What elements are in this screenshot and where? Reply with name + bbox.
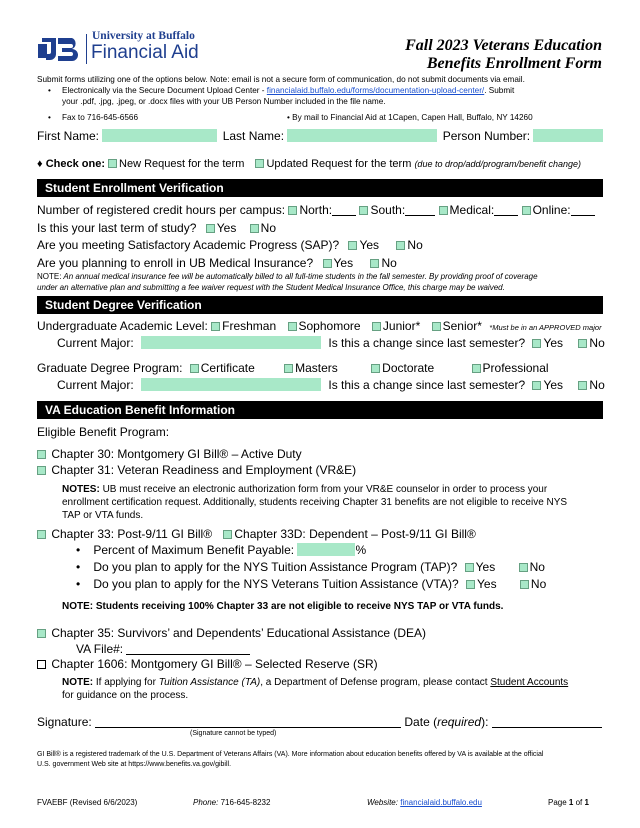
pct-benefit-field[interactable] [297, 543, 355, 556]
trademark-line1: GI Bill® is a registered trademark of the U.S. Department of Veterans Affairs (VA). More information about education benefits offered by VA is available at the official [37, 751, 544, 758]
ta-note-program: Tuition Assistance (TA) [158, 677, 261, 688]
bullet-icon: • [76, 543, 81, 557]
sap-yes-label: Yes [359, 238, 380, 252]
bullet-icon: • [287, 113, 293, 122]
ch33-checkbox[interactable] [37, 530, 46, 539]
date-label: Date ( [404, 715, 438, 729]
signature-label: Signature: [37, 715, 92, 729]
undergrad-level-row [37, 319, 602, 333]
doctorate-label: Doctorate [382, 361, 435, 375]
check-one-row [37, 158, 581, 171]
grad-change-yes-checkbox[interactable] [532, 381, 541, 390]
grad-change-no-label: No [589, 378, 605, 392]
doctorate-checkbox[interactable] [371, 364, 380, 373]
masters-checkbox[interactable] [284, 364, 293, 373]
ch1606-label: Chapter 1606: Montgomery GI Bill® – Selected Reserve (SR) [51, 657, 378, 671]
masters-label: Masters [295, 361, 338, 375]
insurance-row [37, 256, 397, 270]
upload-link[interactable]: financialaid.buffalo.edu/forms/documentation-upload-center/ [266, 86, 485, 95]
eligible-program-label: Eligible Benefit Program: [37, 425, 170, 439]
trademark-notice [37, 750, 607, 770]
ch31-notes [62, 483, 602, 522]
person-number-field[interactable] [533, 129, 603, 142]
form-title-line2: Benefits Enrollment Form [426, 55, 602, 72]
insurance-yes-label: Yes [333, 256, 354, 270]
bullet-icon: • [76, 560, 81, 574]
grad-program-row [37, 361, 549, 375]
ug-change-label: Is this a change since last semester? [328, 336, 526, 350]
insurance-note-line2: under an alternative plan and submitting a fee waiver request with the Student Medical Insurance Office, this charge may be waived. [37, 283, 505, 292]
sap-label: Are you meeting Satisfactory Academic Progress (SAP)? [37, 238, 340, 252]
student-accounts-link[interactable]: Student Accounts [490, 677, 569, 688]
tap-label: Do you plan to apply for the NYS Tuition Assistance Program (TAP)? [93, 560, 458, 574]
upload-option [48, 85, 608, 96]
footer-phone [193, 798, 270, 807]
upload-text-end: . Submit [484, 86, 515, 95]
insurance-no-label: No [381, 256, 397, 270]
ch35-row [37, 626, 426, 640]
ug-major-row [57, 336, 605, 350]
ch31-label: Chapter 31: Veteran Readiness and Employment (VR&E) [51, 463, 357, 477]
check-one-label: Check one: [45, 158, 105, 170]
grad-program-label: Graduate Degree Program: [37, 361, 183, 375]
signature-field[interactable] [95, 716, 401, 728]
professional-label: Professional [482, 361, 549, 375]
upload-instructions: your .pdf, .jpg, .jpeg, or .docx files with your UB Person Number included in the file name. [62, 97, 386, 106]
online-label: Online: [532, 203, 571, 217]
insurance-note-label: NOTE: [37, 272, 62, 281]
va-file-field[interactable] [126, 643, 250, 655]
ta-note [62, 676, 602, 702]
last-term-no-label: No [260, 221, 277, 235]
last-name-label: Last Name: [222, 129, 285, 143]
upload-text: Electronically via the Secure Document Upload Center - [62, 86, 267, 95]
vta-row [76, 577, 546, 591]
tap-yes-label: Yes [475, 560, 496, 574]
ch31-notes-line3: TAP or VTA funds. [62, 510, 144, 521]
ug-current-major-label: Current Major: [57, 336, 134, 350]
page-label: Page [548, 798, 569, 807]
ug-change-yes-checkbox[interactable] [532, 339, 541, 348]
junior-checkbox[interactable] [372, 322, 381, 331]
page-total: 1 [584, 798, 589, 807]
date-field[interactable] [492, 716, 602, 728]
form-title [405, 37, 602, 73]
south-checkbox[interactable] [359, 206, 368, 215]
section-degree-header: Student Degree Verification [37, 296, 603, 314]
ug-change-no-label: No [589, 336, 605, 350]
website-link[interactable]: financialaid.buffalo.edu [400, 798, 482, 807]
signature-note: (Signature cannot be typed) [190, 730, 277, 737]
last-name-field[interactable] [287, 129, 437, 142]
grad-change-yes-label: Yes [543, 378, 564, 392]
ch33-100-note: NOTE: Students receiving 100% Chapter 33 are not eligible to receive NYS TAP or VTA funds. [62, 601, 504, 612]
medical-hours-field[interactable] [494, 204, 518, 216]
last-term-yes-checkbox[interactable] [206, 224, 215, 233]
credit-hours-label: Number of registered credit hours per campus: [37, 203, 286, 217]
mail-text: By mail to Financial Aid at 1Capen, Capen Hall, Buffalo, NY 14260 [292, 113, 533, 122]
phone-label: Phone: [193, 798, 219, 807]
ta-note-label: NOTE: [62, 677, 94, 688]
ch35-checkbox[interactable] [37, 629, 46, 638]
ch33-row [37, 527, 476, 541]
sap-no-label: No [407, 238, 423, 252]
medical-label: Medical: [449, 203, 495, 217]
ch31-notes-line1: UB must receive an electronic authorization form from your VR&E counselor in order to process your [102, 484, 548, 495]
date-required: required [437, 715, 482, 729]
senior-checkbox[interactable] [432, 322, 441, 331]
last-term-yes-label: Yes [216, 221, 237, 235]
ug-change-yes-label: Yes [543, 336, 564, 350]
vta-yes-label: Yes [477, 577, 497, 591]
fax-option [48, 112, 138, 123]
tap-row [76, 560, 545, 574]
form-id: FVAEBF (Revised 6/6/2023) [37, 798, 138, 807]
trademark-line2: U.S. government Web site at https://www.benefits.va.gov/gibill. [37, 761, 232, 768]
ta-note-text: If applying for [95, 677, 159, 688]
website-label: Website: [367, 798, 398, 807]
va-file-row [76, 642, 250, 656]
grad-current-major-label: Current Major: [57, 378, 134, 392]
vta-label: Do you plan to apply for the NYS Veterans Tuition Assistance (VTA)? [93, 577, 459, 591]
bullet-icon: • [76, 577, 81, 591]
page-of: of [573, 798, 585, 807]
logo-divider [86, 34, 87, 64]
south-label: South: [370, 203, 406, 217]
fax-text: Fax to 716-645-6566 [62, 113, 139, 122]
ch31-notes-line2: enrollment certification request. Additionally, students receiving Chapter 31 benefits are not eligible to receive NYS [62, 497, 568, 508]
ch1606-row [37, 657, 378, 671]
junior-label: Junior* [382, 319, 421, 333]
professional-checkbox[interactable] [472, 364, 481, 373]
ch33d-checkbox[interactable] [223, 530, 232, 539]
ch30-label: Chapter 30: Montgomery GI Bill® – Active Duty [51, 447, 302, 461]
freshman-checkbox[interactable] [211, 322, 220, 331]
ta-note-text2: , a Department of Defense program, please contact [260, 677, 491, 688]
insurance-no-checkbox[interactable] [370, 259, 379, 268]
approved-major-note: *Must be in an APPROVED major [489, 323, 602, 332]
vta-yes-checkbox[interactable] [466, 580, 475, 589]
mail-option [287, 112, 533, 123]
last-term-label: Is this your last term of study? [37, 221, 197, 235]
updated-request-checkbox[interactable] [255, 159, 264, 168]
ch1606-checkbox[interactable] [37, 660, 46, 669]
ug-current-major-field[interactable] [141, 336, 321, 349]
tap-no-checkbox[interactable] [519, 563, 528, 572]
insurance-yes-checkbox[interactable] [323, 259, 332, 268]
ta-note-text3: for guidance on the process. [62, 690, 189, 701]
medical-checkbox[interactable] [439, 206, 448, 215]
credit-hours-row [37, 203, 595, 217]
section-enrollment-header: Student Enrollment Verification [37, 179, 603, 197]
name-row [37, 129, 603, 143]
updated-request-label: Updated Request for the term [266, 158, 412, 170]
pct-benefit-label: Percent of Maximum Benefit Payable: [93, 543, 295, 557]
online-hours-field[interactable] [571, 204, 595, 216]
va-file-label: VA File#: [76, 642, 124, 656]
signature-row [37, 715, 602, 729]
last-term-no-checkbox[interactable] [250, 224, 259, 233]
bullet-icon: • [48, 113, 51, 122]
first-name-label: First Name: [37, 129, 100, 143]
form-title-line1: Fall 2023 Veterans Education [405, 37, 602, 54]
vta-no-label: No [530, 577, 547, 591]
ch31-notes-label: NOTES: [62, 484, 100, 495]
sap-row [37, 238, 423, 252]
north-checkbox[interactable] [288, 206, 297, 215]
person-number-label: Person Number: [442, 129, 531, 143]
freshman-label: Freshman [222, 319, 277, 333]
online-checkbox[interactable] [522, 206, 531, 215]
south-hours-field[interactable] [405, 204, 435, 216]
ch33d-label: Chapter 33D: Dependent – Post-9/11 GI Bill® [234, 527, 476, 541]
grad-change-label: Is this a change since last semester? [328, 378, 526, 392]
department-name: Financial Aid [91, 42, 199, 63]
footer-website [367, 798, 482, 807]
grad-current-major-field[interactable] [141, 378, 321, 391]
ug-change-no-checkbox[interactable] [578, 339, 587, 348]
ch30-checkbox[interactable] [37, 450, 46, 459]
ch30-row [37, 447, 302, 461]
ch31-checkbox[interactable] [37, 466, 46, 475]
ub-logo-icon [38, 36, 82, 66]
section-va-header: VA Education Benefit Information [37, 401, 603, 419]
insurance-note [37, 271, 607, 293]
university-name: University at Buffalo [92, 30, 195, 42]
sap-no-checkbox[interactable] [396, 241, 405, 250]
ch31-row [37, 463, 356, 477]
tap-no-label: No [529, 560, 545, 574]
new-request-label: New Request for the term [119, 158, 245, 170]
tap-yes-checkbox[interactable] [465, 563, 474, 572]
diamond-bullet-icon: ♦ [37, 158, 43, 170]
certificate-label: Certificate [200, 361, 255, 375]
grad-major-row [57, 378, 605, 392]
ch35-label: Chapter 35: Survivors’ and Dependents’ Educational Assistance (DEA) [51, 626, 426, 640]
insurance-note-line1: An annual medical insurance fee will be automatically billed to all full-time students in the fall semester. By providing proof of coverage [63, 272, 538, 281]
insurance-label: Are you planning to enroll in UB Medical Insurance? [37, 256, 314, 270]
vta-no-checkbox[interactable] [520, 580, 529, 589]
phone-number: 716-645-8232 [220, 798, 271, 807]
pct-benefit-row [76, 543, 366, 557]
bullet-icon: • [48, 86, 51, 95]
certificate-checkbox[interactable] [190, 364, 199, 373]
updated-request-note: (due to drop/add/program/benefit change) [414, 159, 582, 169]
undergrad-level-label: Undergraduate Academic Level: [37, 319, 208, 333]
date-label-end: ): [481, 715, 489, 729]
intro-text: Submit forms utilizing one of the options below. Note: email is not a secure form of communication, do not submit documents via email. [37, 75, 525, 84]
pct-sign: % [355, 543, 367, 557]
new-request-checkbox[interactable] [108, 159, 117, 168]
page-number [548, 798, 589, 807]
sophomore-checkbox[interactable] [288, 322, 297, 331]
first-name-field[interactable] [102, 129, 217, 142]
page-current: 1 [568, 798, 574, 807]
sophomore-label: Sophomore [298, 319, 361, 333]
north-label: North: [299, 203, 333, 217]
last-term-row [37, 221, 276, 235]
senior-label: Senior* [442, 319, 482, 333]
ch33-label: Chapter 33: Post-9/11 GI Bill® [51, 527, 213, 541]
grad-change-no-checkbox[interactable] [578, 381, 587, 390]
north-hours-field[interactable] [332, 204, 356, 216]
sap-yes-checkbox[interactable] [348, 241, 357, 250]
